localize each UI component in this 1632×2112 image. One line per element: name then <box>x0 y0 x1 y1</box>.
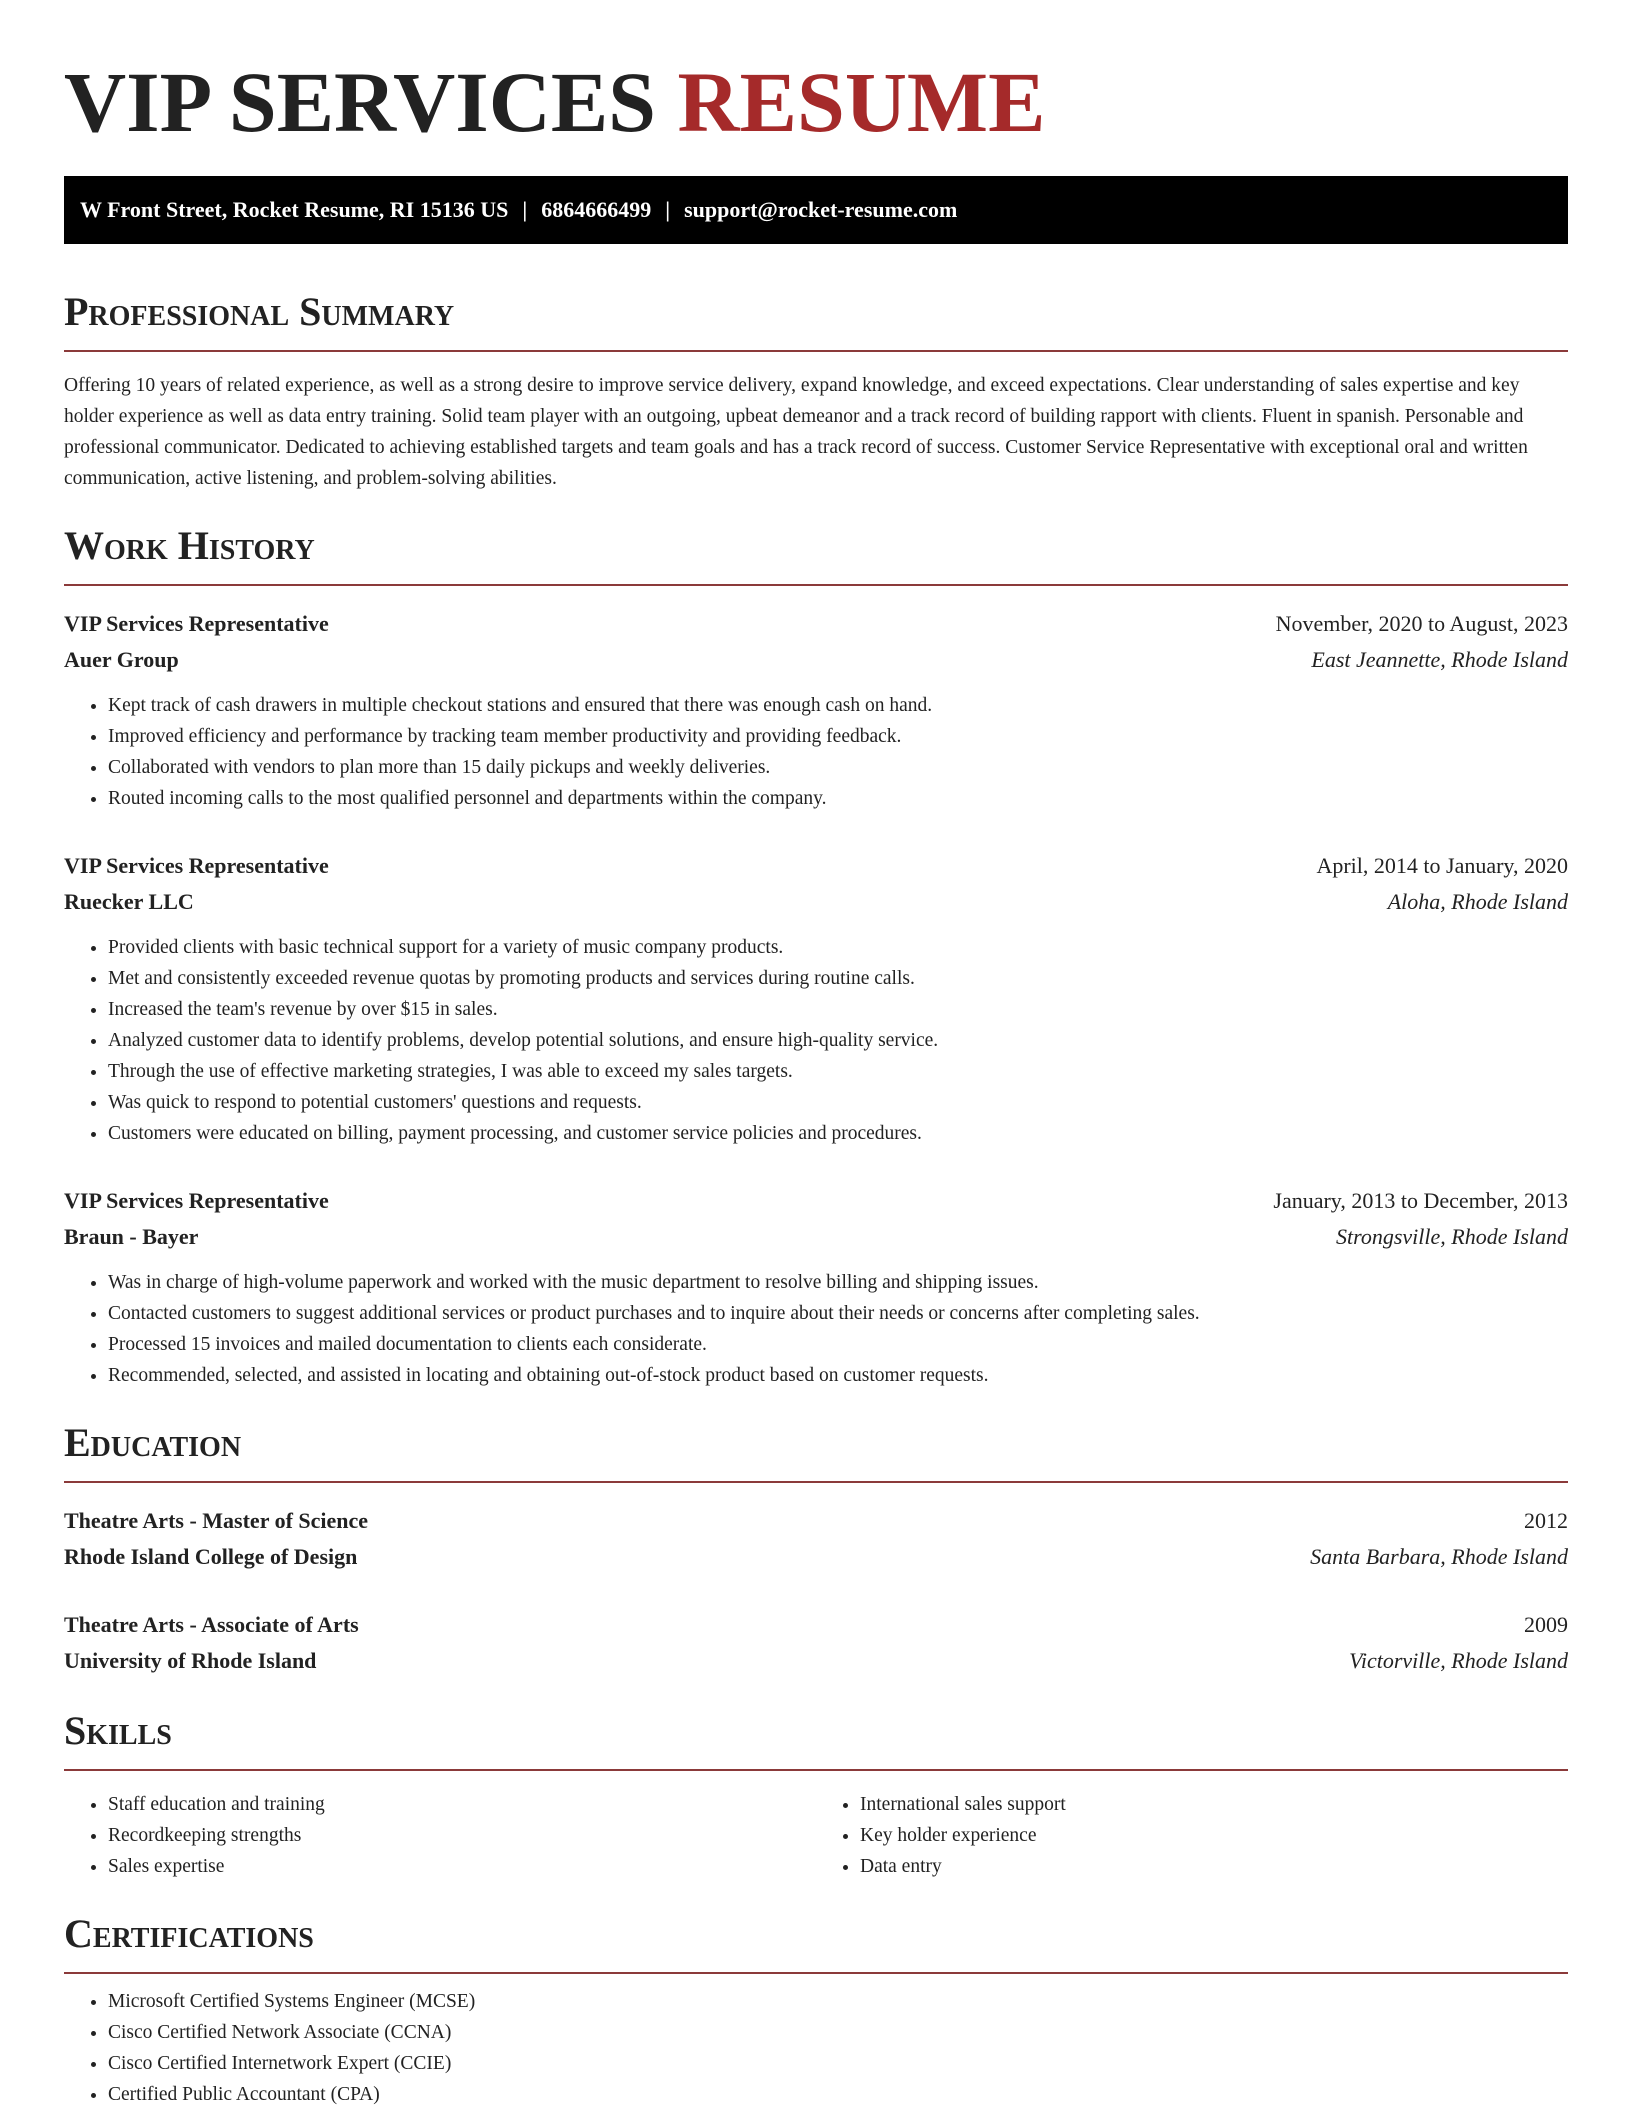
job-company: Braun - Bayer <box>64 1224 199 1249</box>
job-bullets <box>64 690 1568 814</box>
section-heading: Certifications <box>64 1912 1568 1974</box>
list-item: • Staff education and training <box>108 1789 816 1820</box>
job-location: Strongsville, Rhode Island <box>1336 1224 1568 1249</box>
job-company: Auer Group <box>64 647 179 672</box>
list-item: • Recordkeeping strengths <box>108 1820 816 1851</box>
list-item: • Analyzed customer data to identify problems, develop potential solutions, and ensure high-quality service. <box>108 1025 1568 1056</box>
list-item: • Microsoft Certified Systems Engineer (MCSE) <box>108 1986 1568 2017</box>
education-location: Santa Barbara, Rhode Island <box>1310 1544 1568 1569</box>
job-entry <box>64 606 1568 814</box>
list-item: • Processed 15 invoices and mailed documentation to clients each considerate. <box>108 1329 1568 1360</box>
list-item: • Improved efficiency and performance by tracking team member productivity and providing feedback. <box>108 721 1568 752</box>
list-item: • Certified Public Accountant (CPA) <box>108 2079 1568 2110</box>
contact-phone: 6864666499 <box>541 197 652 222</box>
list-item: • Recommended, selected, and assisted in locating and obtaining out-of-stock product based on customer requests. <box>108 1360 1568 1391</box>
skills-list-left <box>64 1789 816 1882</box>
list-item: • Kept track of cash drawers in multiple checkout stations and ensured that there was enough cash on hand. <box>108 690 1568 721</box>
job-title: VIP Services Representative <box>64 611 329 636</box>
education-year: 2009 <box>1524 1612 1568 1637</box>
summary-text: Offering 10 years of related experience, as well as a strong desire to improve service delivery, expand knowledge, and exceed expectations. Clear understanding of sales expertise and key holder experience as well as data entry training. Solid team player with an outgoing, upbeat demeanor and a track record of building rapport with clients. Fluent in spanish. Personable and professional communicator. Dedicated to achieving established targets and team goals and has a track record of success. Customer Service Representative with exceptional oral and written communication, active listening, and problem-solving abilities. <box>64 375 1528 489</box>
job-header-row <box>64 1183 1568 1219</box>
list-item: • Key holder experience <box>860 1820 1568 1851</box>
list-item: • Routed incoming calls to the most qualified personnel and departments within the company. <box>108 783 1568 814</box>
job-dates: April, 2014 to January, 2020 <box>1316 853 1568 878</box>
education-entry <box>64 1503 1568 1575</box>
list-item: • Sales expertise <box>108 1851 816 1882</box>
job-company-row <box>64 884 1568 920</box>
list-item: • Provided clients with basic technical support for a variety of music company products. <box>108 932 1568 963</box>
section-heading: Skills <box>64 1709 1568 1771</box>
certifications-list <box>64 1986 1568 2110</box>
job-entry <box>64 1183 1568 1391</box>
list-item: • Contacted customers to suggest additional services or product purchases and to inquire about their needs or concerns after completing sales. <box>108 1298 1568 1329</box>
list-item: • Data entry <box>860 1851 1568 1882</box>
education-location: Victorville, Rhode Island <box>1349 1648 1568 1673</box>
education-year: 2012 <box>1524 1508 1568 1533</box>
education-school: Rhode Island College of Design <box>64 1544 358 1569</box>
job-location: East Jeannette, Rhode Island <box>1311 647 1568 672</box>
skills-grid <box>64 1789 1568 1882</box>
list-item: • Was in charge of high-volume paperwork and worked with the music department to resolve billing and shipping issues. <box>108 1267 1568 1298</box>
education-entry <box>64 1607 1568 1679</box>
list-item: • Customers were educated on billing, payment processing, and customer service policies and procedures. <box>108 1118 1568 1149</box>
contact-bar <box>64 176 1568 244</box>
professional-summary-section <box>64 290 1568 494</box>
education-school-row <box>64 1643 1568 1679</box>
list-item: • International sales support <box>860 1789 1568 1820</box>
education-degree: Theatre Arts - Associate of Arts <box>64 1612 359 1637</box>
list-item: • Collaborated with vendors to plan more than 15 daily pickups and weekly deliveries. <box>108 752 1568 783</box>
list-item: • Was quick to respond to potential customers' questions and requests. <box>108 1087 1568 1118</box>
work-history-section <box>64 524 1568 1391</box>
job-header-row <box>64 848 1568 884</box>
job-header-row <box>64 606 1568 642</box>
list-item: • Increased the team's revenue by over $15 in sales. <box>108 994 1568 1025</box>
education-school-row <box>64 1539 1568 1575</box>
education-section <box>64 1421 1568 1679</box>
section-heading: Education <box>64 1421 1568 1483</box>
list-item: • Cisco Certified Network Associate (CCNA) <box>108 2017 1568 2048</box>
job-company-row <box>64 642 1568 678</box>
education-degree-row <box>64 1607 1568 1643</box>
education-degree-row <box>64 1503 1568 1539</box>
job-title: VIP Services Representative <box>64 853 329 878</box>
job-dates: January, 2013 to December, 2013 <box>1273 1188 1568 1213</box>
list-item: • Cisco Certified Internetwork Expert (CCIE) <box>108 2048 1568 2079</box>
contact-address: W Front Street, Rocket Resume, RI 15136 US <box>80 197 509 222</box>
job-company: Ruecker LLC <box>64 889 194 914</box>
contact-separator: | <box>522 197 528 222</box>
certifications-section <box>64 1912 1568 2110</box>
education-degree: Theatre Arts - Master of Science <box>64 1508 369 1533</box>
job-company-row <box>64 1219 1568 1255</box>
job-dates: November, 2020 to August, 2023 <box>1275 611 1568 636</box>
education-school: University of Rhode Island <box>64 1648 317 1673</box>
skills-list-right <box>816 1789 1568 1882</box>
job-location: Aloha, Rhode Island <box>1387 889 1568 914</box>
contact-separator: | <box>665 197 671 222</box>
list-item: • Met and consistently exceeded revenue quotas by promoting products and services during routine calls. <box>108 963 1568 994</box>
list-item: • Through the use of effective marketing strategies, I was able to exceed my sales targets. <box>108 1056 1568 1087</box>
section-heading: Professional Summary <box>64 290 1568 352</box>
section-heading: Work History <box>64 524 1568 586</box>
job-title: VIP Services Representative <box>64 1188 329 1213</box>
job-bullets <box>64 932 1568 1149</box>
job-entry <box>64 848 1568 1149</box>
title-accent: RESUME <box>677 54 1046 150</box>
skills-section <box>64 1709 1568 1882</box>
resume-title <box>64 52 1568 152</box>
contact-email: support@rocket-resume.com <box>684 197 958 222</box>
title-main: VIP SERVICES <box>64 54 657 150</box>
job-bullets <box>64 1267 1568 1391</box>
